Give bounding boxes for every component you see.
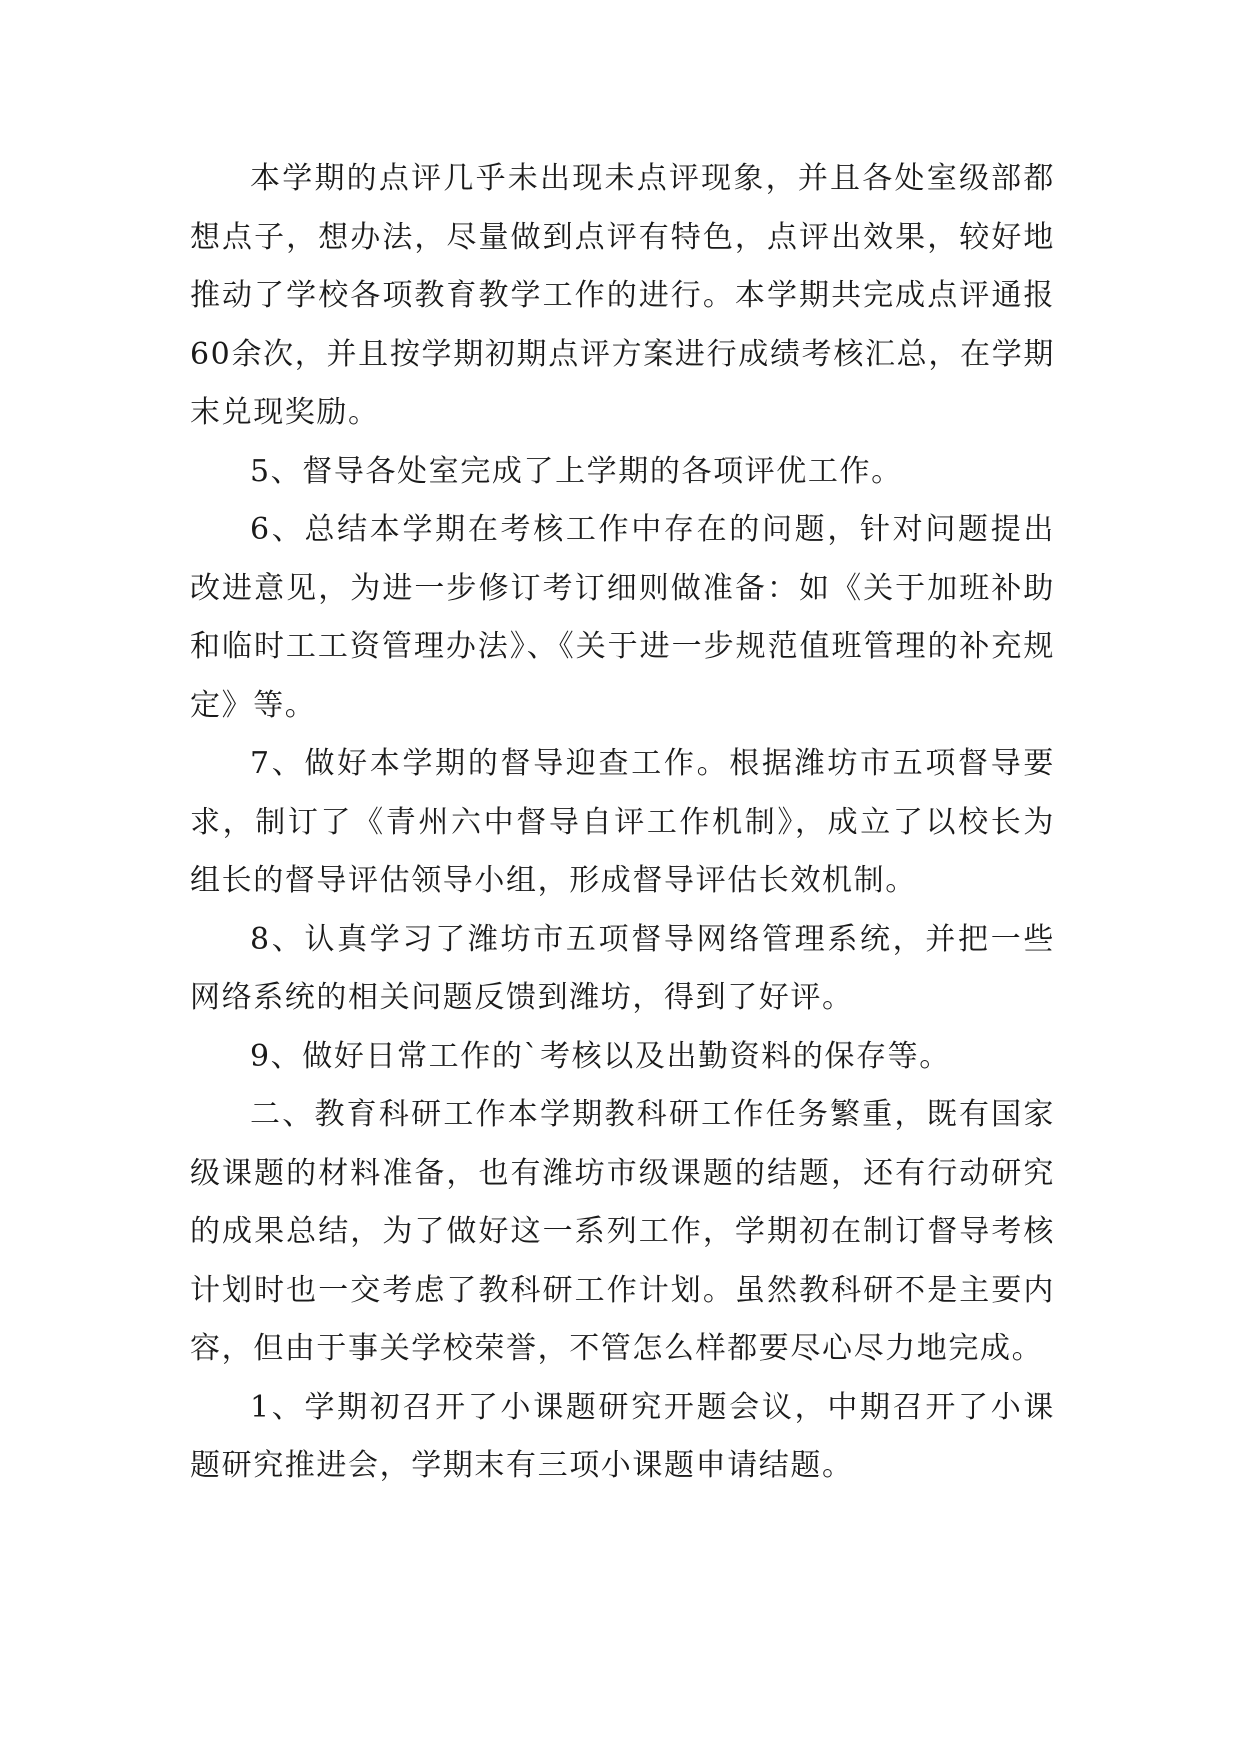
document-body (190, 150, 1055, 1496)
paragraph-item-9: 9、做好日常工作的`考核以及出勤资料的保存等。 (250, 1038, 951, 1074)
paragraph-section-2-item-1: 1、学期初召开了小课题研究开题会议，中期召开了小课题研究推进会，学期末有三项小课题申请结题。 (190, 1389, 1055, 1483)
paragraph-section-2: 二、教育科研工作本学期教科研工作任务繁重，既有国家级课题的材料准备，也有潍坊市级课题的结题，还有行动研究的成果总结，为了做好这一系列工作，学期初在制订督导考核计划时也一交考虑了教科研工作计划。虽然教科研不是主要内容，但由于事关学校荣誉，不管怎么样都要尽心尽力地完成。 (190, 1097, 1055, 1366)
paragraph-item-7: 7、做好本学期的督导迎查工作。根据潍坊市五项督导要求，制订了《青州六中督导自评工作机制》，成立了以校长为组长的督导评估领导小组，形成督导评估长效机制。 (190, 746, 1055, 898)
paragraph-item-6: 6、总结本学期在考核工作中存在的问题，针对问题提出改进意见，为进一步修订考订细则做准备：如《关于加班补助和临时工工资管理办法》、《关于进一步规范值班管理的补充规定》等。 (190, 512, 1055, 723)
paragraph-review-summary: 本学期的点评几乎未出现未点评现象，并且各处室级部都想点子，想办法，尽量做到点评有特色，点评出效果，较好地推动了学校各项教育教学工作的进行。本学期共完成点评通报60余次，并且按学期初期点评方案进行成绩考核汇总，在学期末兑现奖励。 (190, 161, 1055, 430)
paragraph-item-8: 8、认真学习了潍坊市五项督导网络管理系统，并把一些网络系统的相关问题反馈到潍坊，得到了好评。 (190, 921, 1055, 1015)
paragraph-item-5: 5、督导各处室完成了上学期的各项评优工作。 (250, 453, 903, 489)
